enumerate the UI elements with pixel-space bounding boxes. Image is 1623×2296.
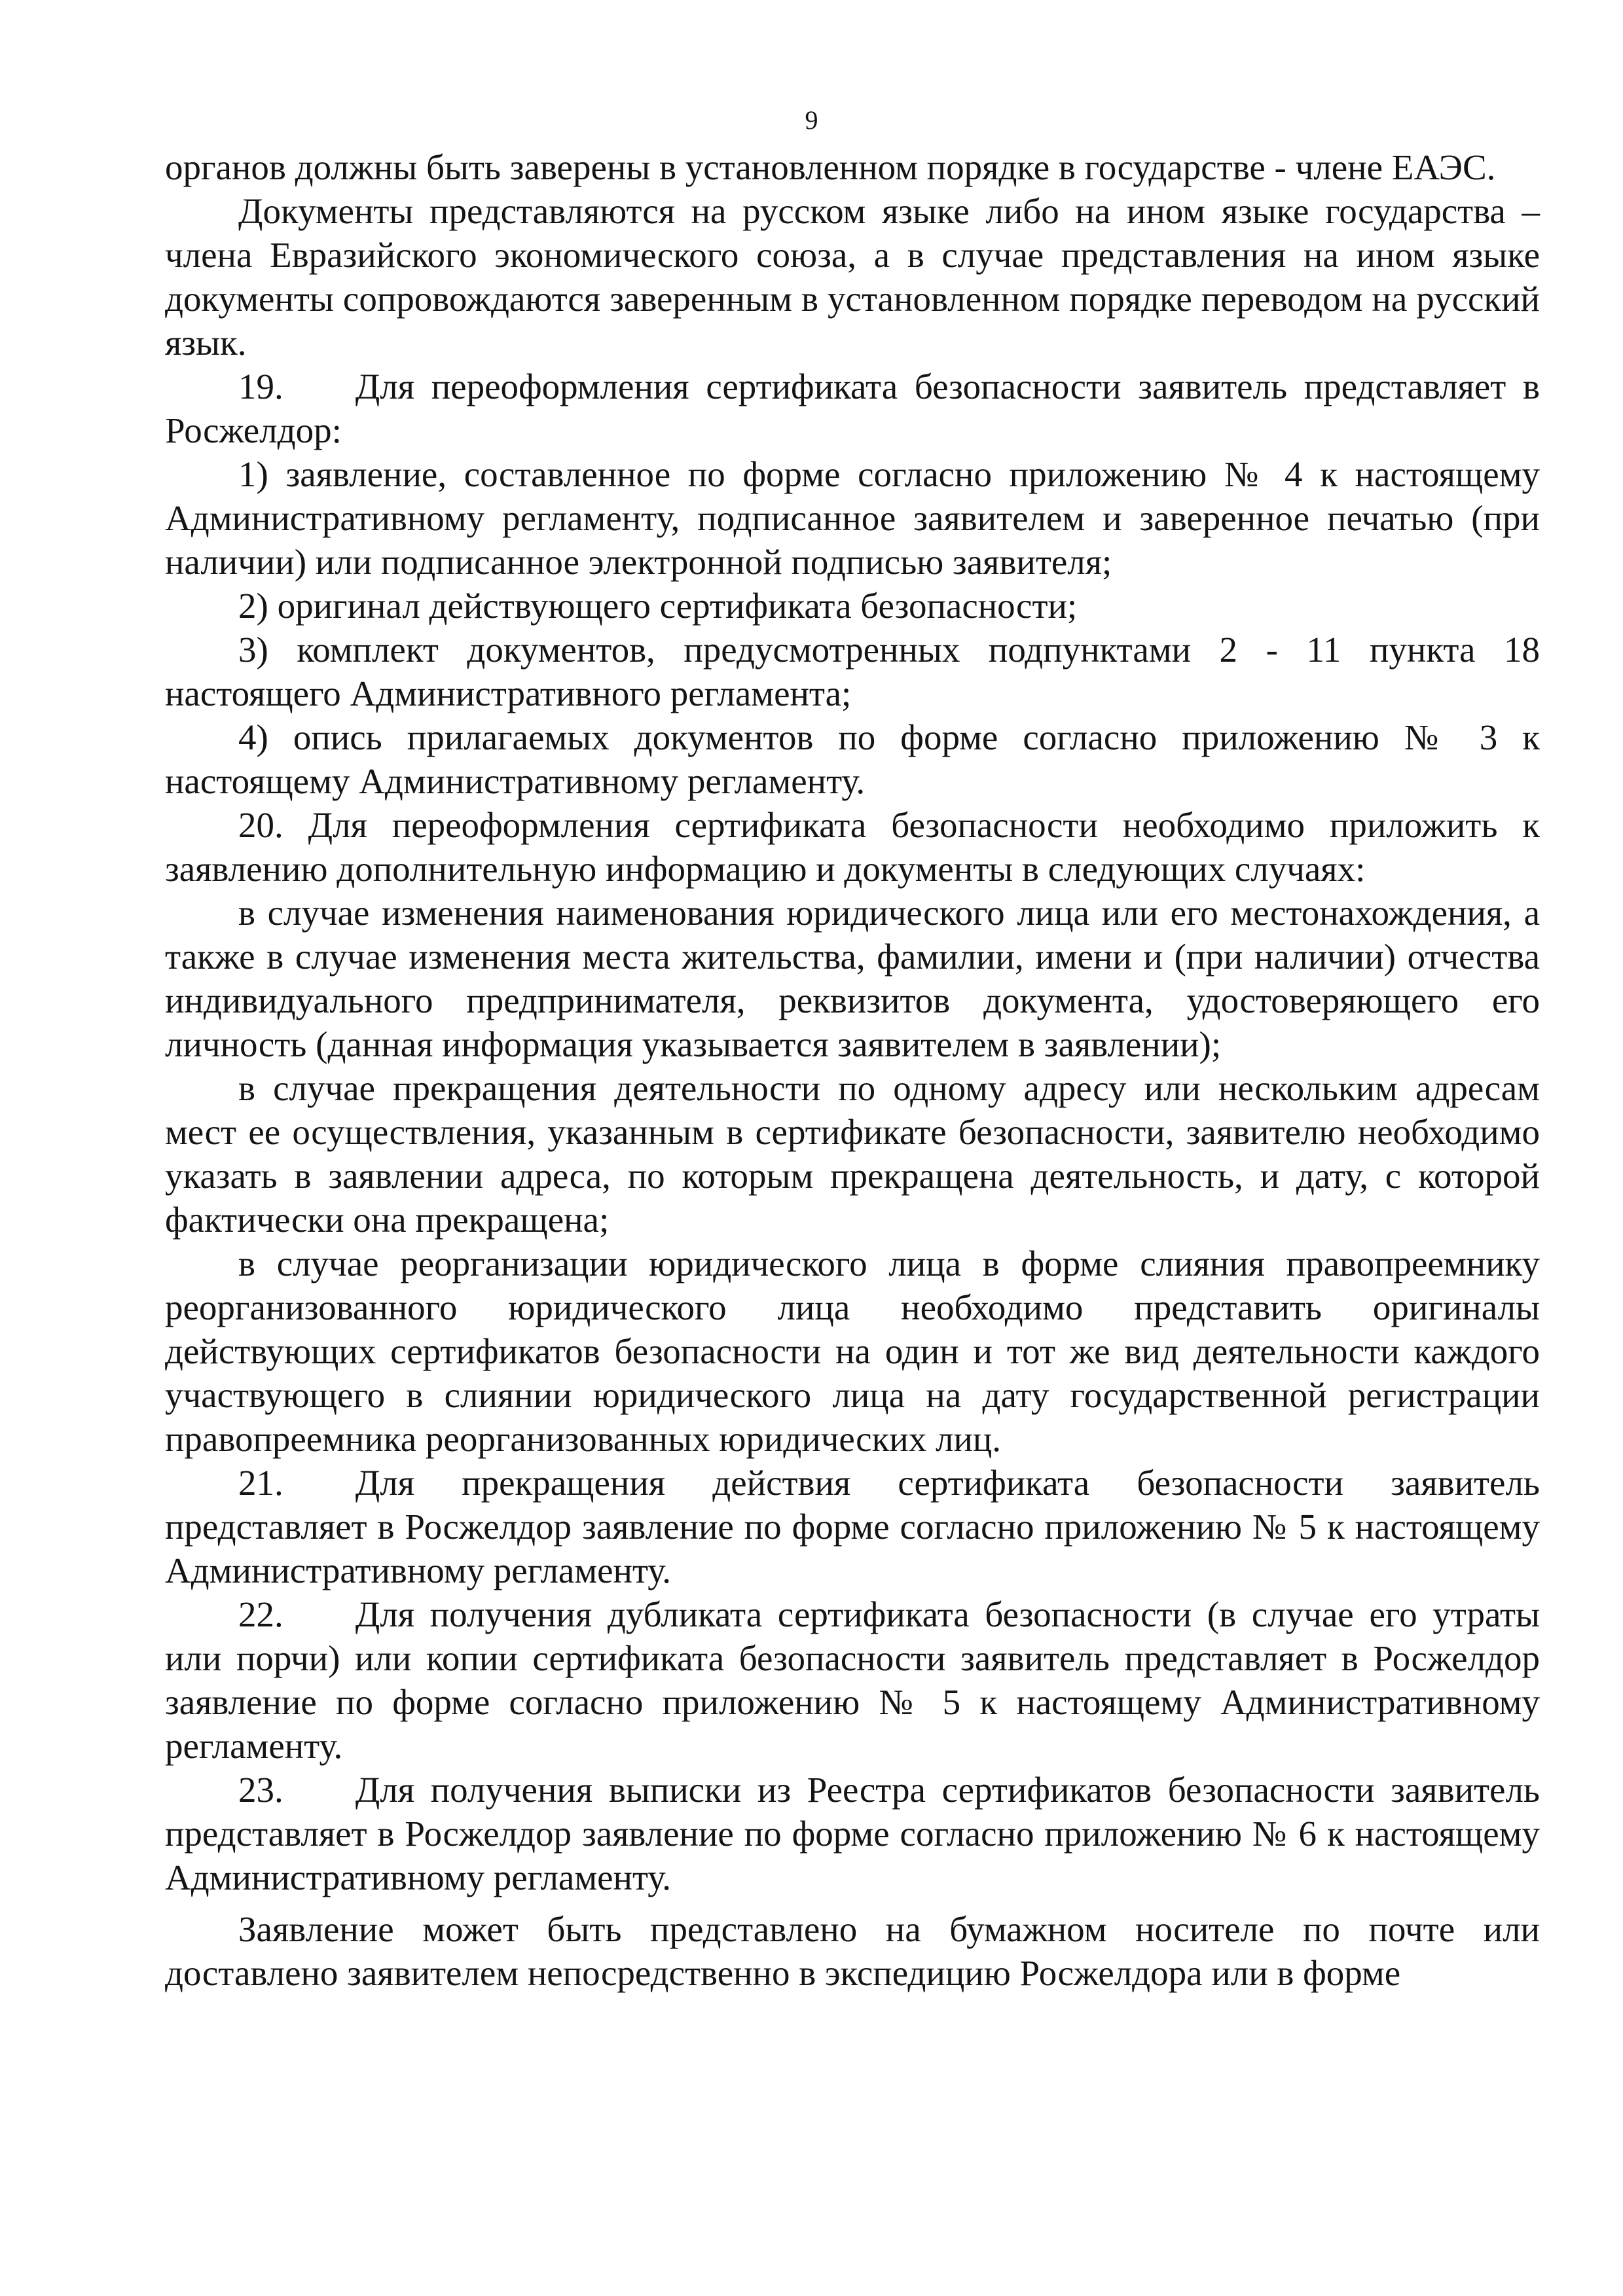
paragraph-submission: Заявление может быть представлено на бумажном носителе по почте или доставлено заявителем непосредственно в экспедицию Росжелдора или в форме [165,1909,1540,1993]
paragraph-19-item-3: 3) комплект документов, предусмотренных подпунктами 2 - 11 пункта 18 настоящего Административного регламента; [165,630,1540,713]
paragraph-19-item-2: 2) оригинал действующего сертификата безопасности; [238,586,1078,626]
paragraph-19: 19. Для переоформления сертификата безопасности заявитель представляет в Росжелдор: [165,367,1540,450]
paragraph-20-case-1: в случае изменения наименования юридического лица или его местонахождения, а также в случае изменения места жительства, фамилии, имени и (при наличии) отчества индивидуального предпринимателя, реквизитов документа, удостоверяющего его личность (данная информация указывается заявителем в заявлении); [165,893,1540,1064]
paragraph-19-item-4: 4) опись прилагаемых документов по форме согласно приложению № 3 к настоящему Административному регламенту. [165,717,1540,801]
page-number: 9 [805,105,818,135]
paragraph-20-case-2: в случае прекращения деятельности по одному адресу или нескольким адресам мест ее осуществления, указанным в сертификате безопасности, заявителю необходимо указать в заявлении адреса, по которым прекращена деятельность, и дату, с которой фактически она прекращена; [165,1068,1540,1240]
paragraph-22: 22. Для получения дубликата сертификата безопасности (в случае его утраты или порчи) или копии сертификата безопасности заявитель представляет в Росжелдор заявление по форме согласно приложению № 5 к настоящему Административному регламенту. [165,1594,1540,1766]
document-body [165,145,1540,1995]
paragraph-continuation: органов должны быть заверены в установленном порядке в государстве - члене ЕАЭС. [165,147,1496,187]
paragraph-23: 23. Для получения выписки из Реестра сертификатов безопасности заявитель представляет в Росжелдор заявление по форме согласно приложению № 6 к настоящему Административному регламенту. [165,1770,1540,1897]
paragraph-19-item-1: 1) заявление, составленное по форме согласно приложению № 4 к настоящему Административному регламенту, подписанное заявителем и заверенное печатью (при наличии) или подписанное электронной подписью заявителя; [165,454,1540,582]
paragraph-21: 21. Для прекращения действия сертификата безопасности заявитель представляет в Росжелдор заявление по форме согласно приложению № 5 к настоящему Административному регламенту. [165,1463,1540,1590]
paragraph-20-case-3: в случае реорганизации юридического лица в форме слияния правопреемнику реорганизованного юридического лица необходимо представить оригиналы действующих сертификатов безопасности на один и тот же вид деятельности каждого участвующего в слиянии юридического лица на дату государственной регистрации правопреемника реорганизованных юридических лиц. [165,1244,1540,1459]
paragraph-languages: Документы представляются на русском языке либо на ином языке государства – члена Евразийского экономического союза, а в случае представления на ином языке документы сопровождаются заверенным в установленном порядке переводом на русский язык. [165,191,1540,363]
paragraph-20: 20. Для переоформления сертификата безопасности необходимо приложить к заявлению дополнительную информацию и документы в следующих случаях: [165,805,1540,889]
